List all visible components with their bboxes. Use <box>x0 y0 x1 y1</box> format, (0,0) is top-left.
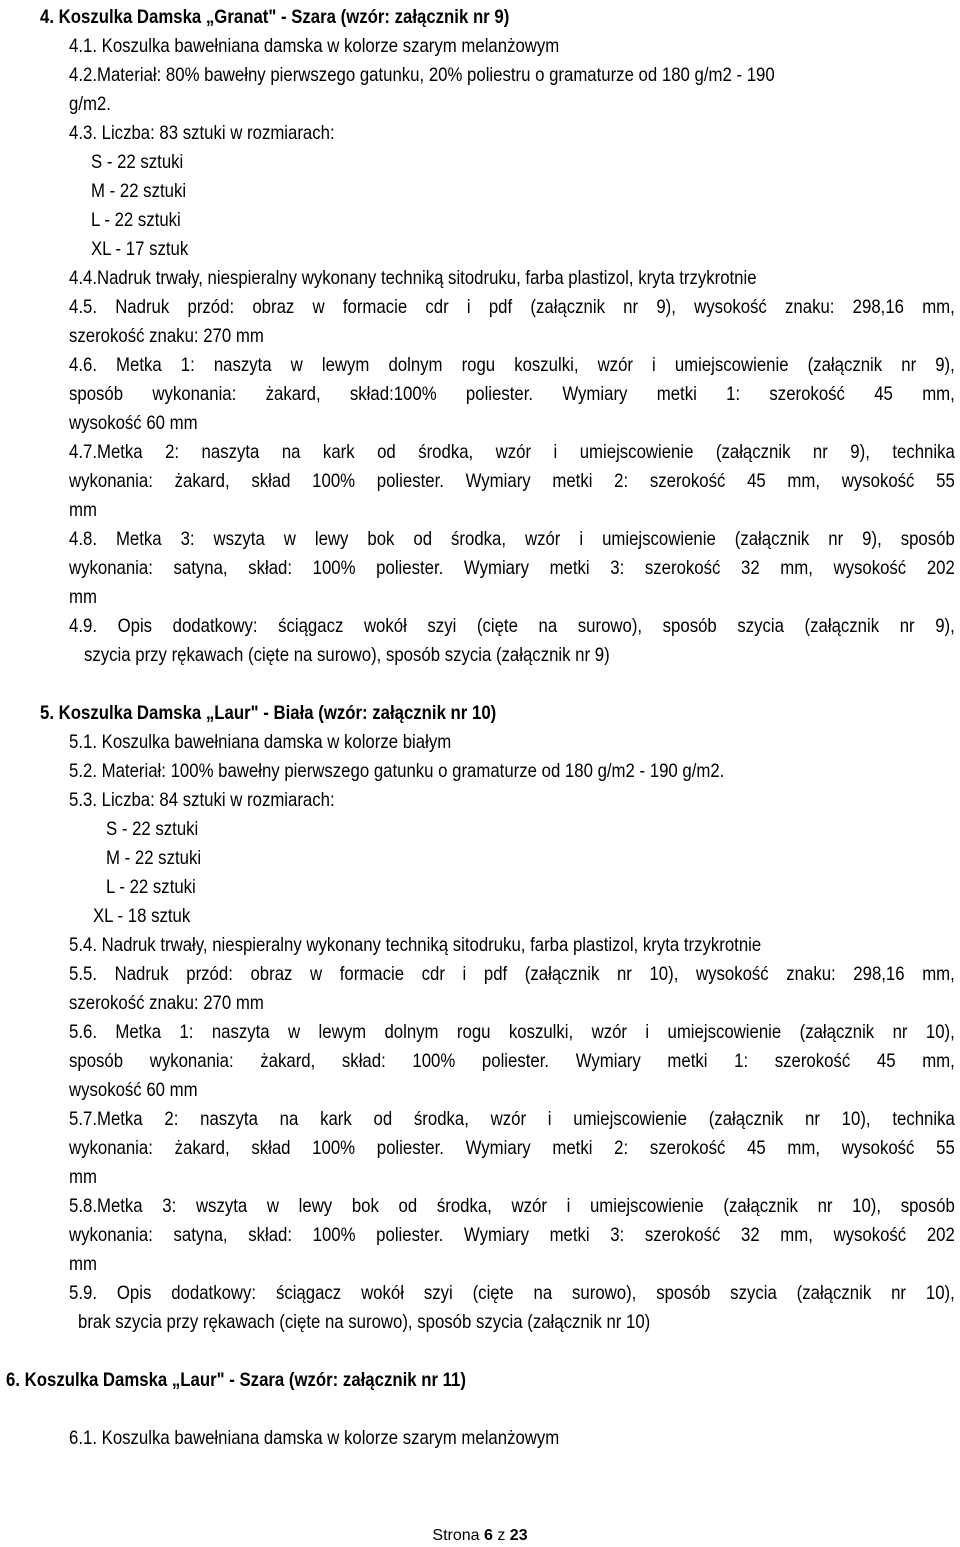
item-4-5-line1: 4.5. Nadruk przód: obraz w formacie cdr i pdf (załącznik nr 9), wysokość znaku: 298,16 mm, <box>69 296 955 318</box>
size-l: L - 22 sztuki <box>106 876 196 898</box>
item-4-7-line2: wykonania: żakard, skład 100% poliester. Wymiary metki 2: szerokość 45 mm, wysokość 55 <box>69 470 955 492</box>
item-4-8-line3: mm <box>69 586 97 608</box>
item-5-9-line2: brak szycia przy rękawach (cięte na surowo), sposób szycia (załącznik nr 10) <box>78 1311 651 1333</box>
item-4-9-line2: szycia przy rękawach (cięte na surowo), sposób szycia (załącznik nr 9) <box>84 644 610 666</box>
footer-page-number: 6 <box>483 1527 493 1544</box>
item-4-6-line2: sposób wykonania: żakard, skład:100% poliester. Wymiary metki 1: szerokość 45 mm, <box>69 383 955 405</box>
section-4-heading: 4. Koszulka Damska „Granat" - Szara (wzór: załącznik nr 9) <box>40 6 510 28</box>
size-l: L - 22 sztuki <box>91 209 181 231</box>
item-5-5-line2: szerokość znaku: 270 mm <box>69 992 264 1014</box>
size-m: M - 22 sztuki <box>106 847 202 869</box>
size-s: S - 22 sztuki <box>106 818 199 840</box>
item-5-8-line3: mm <box>69 1253 97 1275</box>
item-4-5-line2: szerokość znaku: 270 mm <box>69 325 264 347</box>
item-5-7-line3: mm <box>69 1166 97 1188</box>
item-5-7-line1: 5.7.Metka 2: naszyta na kark od środka, wzór i umiejscowienie (załącznik nr 10), technika <box>69 1108 955 1130</box>
item-6-1: 6.1. Koszulka bawełniana damska w kolorze szarym melanżowym <box>69 1427 560 1449</box>
item-5-6-line2: sposób wykonania: żakard, skład: 100% poliester. Wymiary metki 1: szerokość 45 mm, <box>69 1050 955 1072</box>
item-4-8-line1: 4.8. Metka 3: wszyta w lewy bok od środka, wzór i umiejscowienie (załącznik nr 9), sposób <box>69 528 955 550</box>
item-5-8-line2: wykonania: satyna, skład: 100% poliester. Wymiary metki 3: szerokość 32 mm, wysokość 202 <box>69 1224 955 1246</box>
item-4-2-line1: 4.2.Materiał: 80% bawełny pierwszego gatunku, 20% poliestru o gramaturze od 180 g/m2 - 190 <box>69 64 775 86</box>
item-4-3: 4.3. Liczba: 83 sztuki w rozmiarach: <box>69 122 335 144</box>
size-s: S - 22 sztuki <box>91 151 184 173</box>
size-m: M - 22 sztuki <box>91 180 187 202</box>
section-5-heading: 5. Koszulka Damska „Laur" - Biała (wzór: załącznik nr 10) <box>40 702 497 724</box>
item-4-7-line3: mm <box>69 499 97 521</box>
size-xl: XL - 17 sztuk <box>91 238 189 260</box>
page-footer <box>0 1526 960 1546</box>
footer-prefix: Strona <box>432 1527 480 1544</box>
item-4-2-line2: g/m2. <box>69 93 111 115</box>
footer-of: z <box>497 1527 506 1544</box>
item-5-6-line1: 5.6. Metka 1: naszyta w lewym dolnym rogu koszulki, wzór i umiejscowienie (załącznik nr 10), <box>69 1021 955 1043</box>
item-5-8-line1: 5.8.Metka 3: wszyta w lewy bok od środka, wzór i umiejscowienie (załącznik nr 10), sposób <box>69 1195 955 1217</box>
item-5-5-line1: 5.5. Nadruk przód: obraz w formacie cdr i pdf (załącznik nr 10), wysokość znaku: 298,16 mm, <box>69 963 955 985</box>
item-5-2: 5.2. Materiał: 100% bawełny pierwszego gatunku o gramaturze od 180 g/m2 - 190 g/m2. <box>69 760 725 782</box>
item-4-7-line1: 4.7.Metka 2: naszyta na kark od środka, wzór i umiejscowienie (załącznik nr 9), technika <box>69 441 955 463</box>
section-6-heading: 6. Koszulka Damska „Laur" - Szara (wzór: załącznik nr 11) <box>6 1369 466 1391</box>
item-4-8-line2: wykonania: satyna, skład: 100% poliester. Wymiary metki 3: szerokość 32 mm, wysokość 202 <box>69 557 955 579</box>
item-5-7-line2: wykonania: żakard, skład 100% poliester. Wymiary metki 2: szerokość 45 mm, wysokość 55 <box>69 1137 955 1159</box>
item-4-4: 4.4.Nadruk trwały, niespieralny wykonany techniką sitodruku, farba plastizol, kryta trzykrotnie <box>69 267 757 289</box>
item-5-4: 5.4. Nadruk trwały, niespieralny wykonany techniką sitodruku, farba plastizol, kryta trzykrotnie <box>69 934 762 956</box>
item-4-6-line1: 4.6. Metka 1: naszyta w lewym dolnym rogu koszulki, wzór i umiejscowienie (załącznik nr 9), <box>69 354 955 376</box>
item-4-9-line1: 4.9. Opis dodatkowy: ściągacz wokół szyi (cięte na surowo), sposób szycia (załącznik nr 9), <box>69 615 955 637</box>
footer-page-total: 23 <box>509 1527 528 1544</box>
size-xl: XL - 18 sztuk <box>93 905 191 927</box>
item-5-3: 5.3. Liczba: 84 sztuki w rozmiarach: <box>69 789 335 811</box>
item-5-6-line3: wysokość 60 mm <box>69 1079 198 1101</box>
item-5-1: 5.1. Koszulka bawełniana damska w kolorze białym <box>69 731 452 753</box>
item-4-1: 4.1. Koszulka bawełniana damska w kolorze szarym melanżowym <box>69 35 560 57</box>
item-4-6-line3: wysokość 60 mm <box>69 412 198 434</box>
item-5-9-line1: 5.9. Opis dodatkowy: ściągacz wokół szyi (cięte na surowo), sposób szycia (załącznik nr 10), <box>69 1282 955 1304</box>
